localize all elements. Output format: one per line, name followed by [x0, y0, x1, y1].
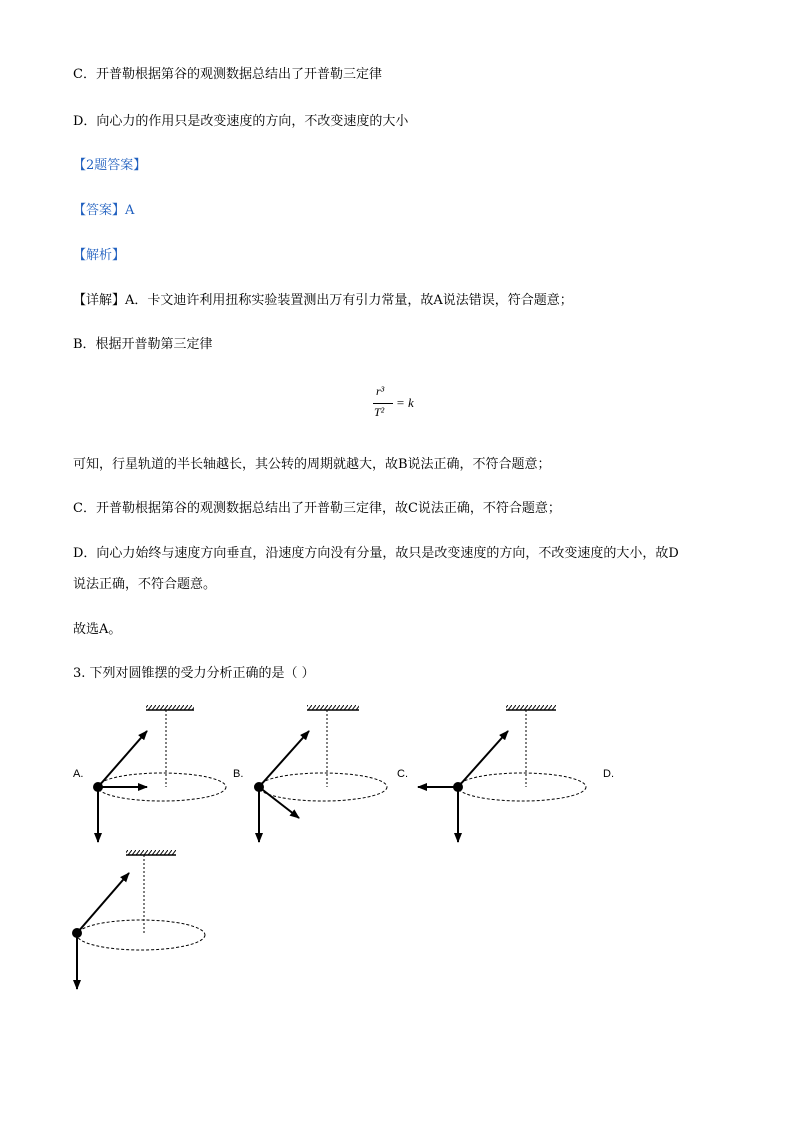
circular-path	[458, 773, 586, 801]
option-d-text: D．向心力的作用只是改变速度的方向，不改变速度的大小	[73, 114, 409, 129]
option-c-text: C．开普勒根据第谷的观测数据总结出了开普勒三定律	[73, 67, 382, 82]
circular-path	[77, 920, 205, 950]
formula-rhs: = k	[396, 395, 414, 410]
option-d-label: D.	[603, 768, 614, 780]
q2-answer-header: 【2题答案】	[73, 158, 147, 173]
pendulum-bob	[453, 782, 463, 792]
option-b-label: B.	[233, 768, 244, 780]
diagram-b	[254, 705, 387, 842]
tension-arrow	[77, 873, 129, 933]
pendulum-bob	[72, 928, 82, 938]
option-c-label: C.	[397, 768, 408, 780]
answer-line: 【答案】A	[73, 203, 135, 218]
detail-b-line: B．根据开普勒第三定律	[73, 337, 213, 352]
diagram-d	[72, 850, 205, 989]
formula-denominator: T²	[374, 405, 385, 419]
choose-line: 故选A。	[73, 622, 122, 637]
option-a-label: A.	[73, 768, 84, 780]
circular-path	[259, 773, 387, 801]
formula-numerator: r³	[376, 384, 385, 398]
detail-a-line: 【详解】A．卡文迪许利用扭称实验装置测出万有引力常量，故A说法错误，符合题意；	[73, 293, 573, 308]
tension-arrow	[98, 731, 147, 787]
tension-arrow	[458, 731, 508, 787]
detail-b2-line: 可知，行星轨道的半长轴越长，其公转的周期就越大，故B说法正确，不符合题意；	[73, 457, 551, 472]
question-3-stem: 3. 下列对圆锥摆的受力分析正确的是（ ）	[73, 666, 315, 681]
detail-d-line-1: D．向心力始终与速度方向垂直，沿速度方向没有分量，故只是改变速度的方向，不改变速度的大小，故D	[73, 546, 679, 561]
diagram-a	[93, 705, 226, 842]
diagonal-force-arrow	[259, 787, 299, 818]
detail-d-line-2: 说法正确，不符合题意。	[73, 577, 217, 592]
pendulum-bob	[254, 782, 264, 792]
diagram-c	[418, 705, 586, 842]
tension-arrow	[259, 731, 309, 787]
detail-c-line: C．开普勒根据第谷的观测数据总结出了开普勒三定律，故C说法正确，不符合题意；	[73, 501, 561, 516]
analysis-header: 【解析】	[73, 248, 126, 263]
pendulum-bob	[93, 782, 103, 792]
